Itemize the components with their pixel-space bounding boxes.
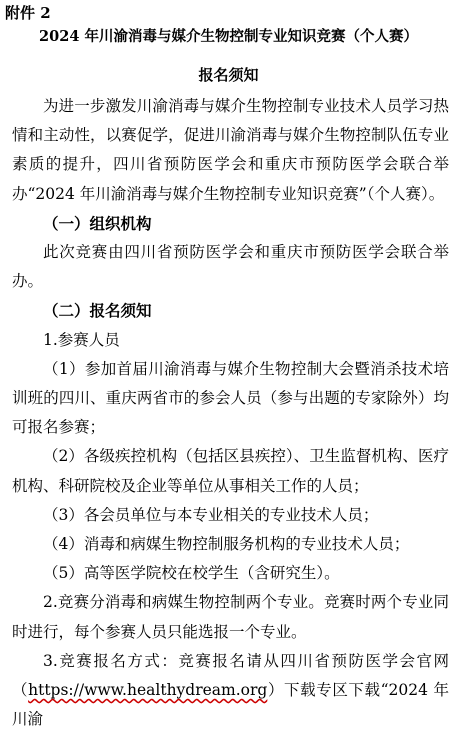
item-participants-2: （2）各级疾控机构（包括区县疾控）、卫生监督机构、医疗机构、科研院校及企业等单位从事相关工作的人员； <box>12 447 449 495</box>
item-participants-5: （5）高等医学院校在校学生（含研究生）。 <box>43 564 340 583</box>
attachment-label: 附件 2 <box>5 4 51 22</box>
organization-paragraph: 此次竞赛由四川省预防医学会和重庆市预防医学会联合举办。 <box>12 243 449 291</box>
document-subtitle: 报名须知 <box>198 66 259 84</box>
document-body <box>12 92 449 734</box>
item-registration-method <box>12 647 449 734</box>
section-heading-registration: （二）报名须知 <box>43 301 152 321</box>
item-participants-3: （3）各会员单位与本专业相关的专业技术人员； <box>43 505 379 524</box>
intro-paragraph: 为进一步激发川渝消毒与媒介生物控制专业技术人员学习热情和主动性，以赛促学，促进川渝消毒与媒介生物控制队伍专业素质的提升，四川省预防医学会和重庆市预防医学会联合举办“2024 年川渝消毒与媒介生物控制专业知识竞赛”（个人赛）。 <box>12 97 449 203</box>
document-title: 2024 年川渝消毒与媒介生物控制专业知识竞赛（个人赛） <box>39 28 418 45</box>
item-participants-1: （1）参加首届川渝消毒与媒介生物控制大会暨消杀技术培训班的四川、重庆两省市的参会人员（参与出题的专家除外）均可报名参赛； <box>12 359 449 437</box>
registration-text-end: ）下载专区下载“2024 年川渝 <box>12 681 449 729</box>
item-participants: 1.参赛人员 <box>43 330 120 349</box>
registration-text-start: 3.竞赛报名方式：竞赛报名请从四川省预防医学会官网（ <box>12 651 449 700</box>
item-participants-4: （4）消毒和病媒生物控制服务机构的专业技术人员； <box>43 535 410 554</box>
section-heading-organization: （一）组织机构 <box>43 213 152 233</box>
website-link[interactable]: https://www.healthydream.org <box>28 681 268 700</box>
item-specialties: 2.竞赛分消毒和病媒生物控制两个专业。竞赛时两个专业同时进行，每个参赛人员只能选报一个专业。 <box>12 593 449 641</box>
